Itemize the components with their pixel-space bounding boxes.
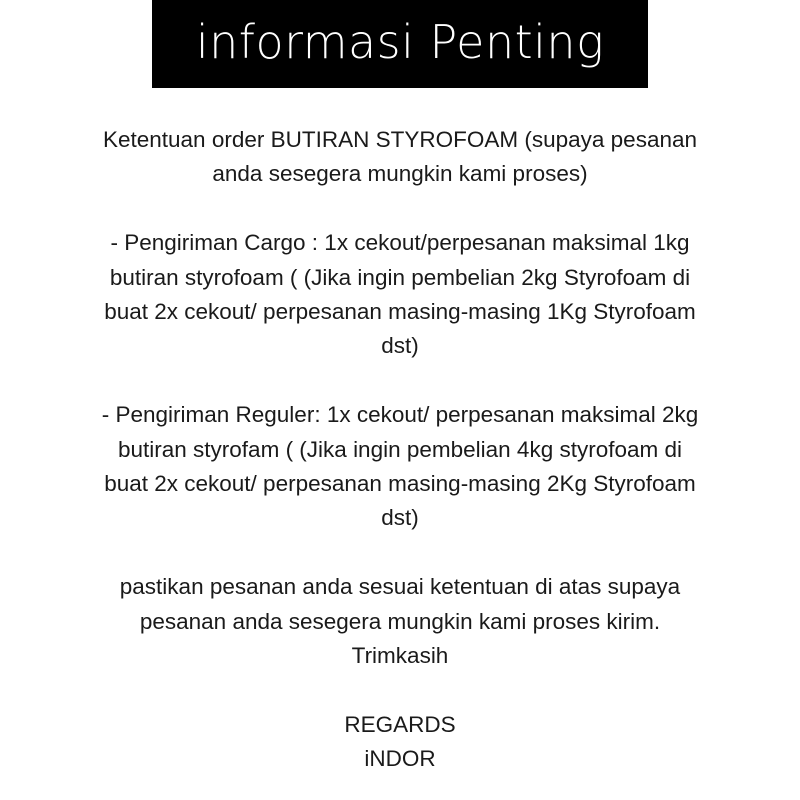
intro-line: Ketentuan order BUTIRAN STYROFOAM (supaya pesanan: [102, 127, 697, 152]
cargo-line: buat 2x cekout/ perpesanan masing-masing 1Kg Styrofoam: [104, 299, 696, 325]
reguler-line: butiran styrofam ( (Jika ingin pembelian 4kg styrofoam di: [118, 436, 682, 462]
page-title: informasi Penting: [195, 15, 605, 69]
reguler-line: - Pengiriman Reguler: 1x cekout/ perpesanan maksimal 2kg: [101, 402, 699, 428]
closing-line: Trimkasih: [351, 643, 449, 669]
reguler-line: dst): [381, 505, 419, 531]
cargo-line: dst): [381, 333, 419, 359]
closing-paragraph: [70, 570, 730, 673]
cargo-line: - Pengiriman Cargo : 1x cekout/perpesanan maksimal 1kg: [110, 230, 690, 256]
title-banner: [152, 0, 648, 88]
info-content: [70, 123, 730, 777]
signature-line: iNDOR: [364, 746, 436, 772]
cargo-paragraph: [70, 226, 730, 364]
signature-block: [70, 708, 730, 777]
reguler-paragraph: [70, 398, 730, 536]
signature-line: REGARDS: [344, 711, 456, 737]
reguler-line: buat 2x cekout/ perpesanan masing-masing 2Kg Styrofoam: [104, 471, 696, 497]
closing-line: pastikan pesanan anda sesuai ketentuan di atas supaya: [119, 574, 681, 600]
closing-line: pesanan anda sesegera mungkin kami proses kirim.: [139, 608, 661, 634]
cargo-line: butiran styrofoam ( (Jika ingin pembelian 2kg Styrofoam di: [109, 264, 691, 290]
intro-paragraph: [70, 123, 730, 192]
intro-line: anda sesegera mungkin kami proses): [212, 161, 588, 187]
